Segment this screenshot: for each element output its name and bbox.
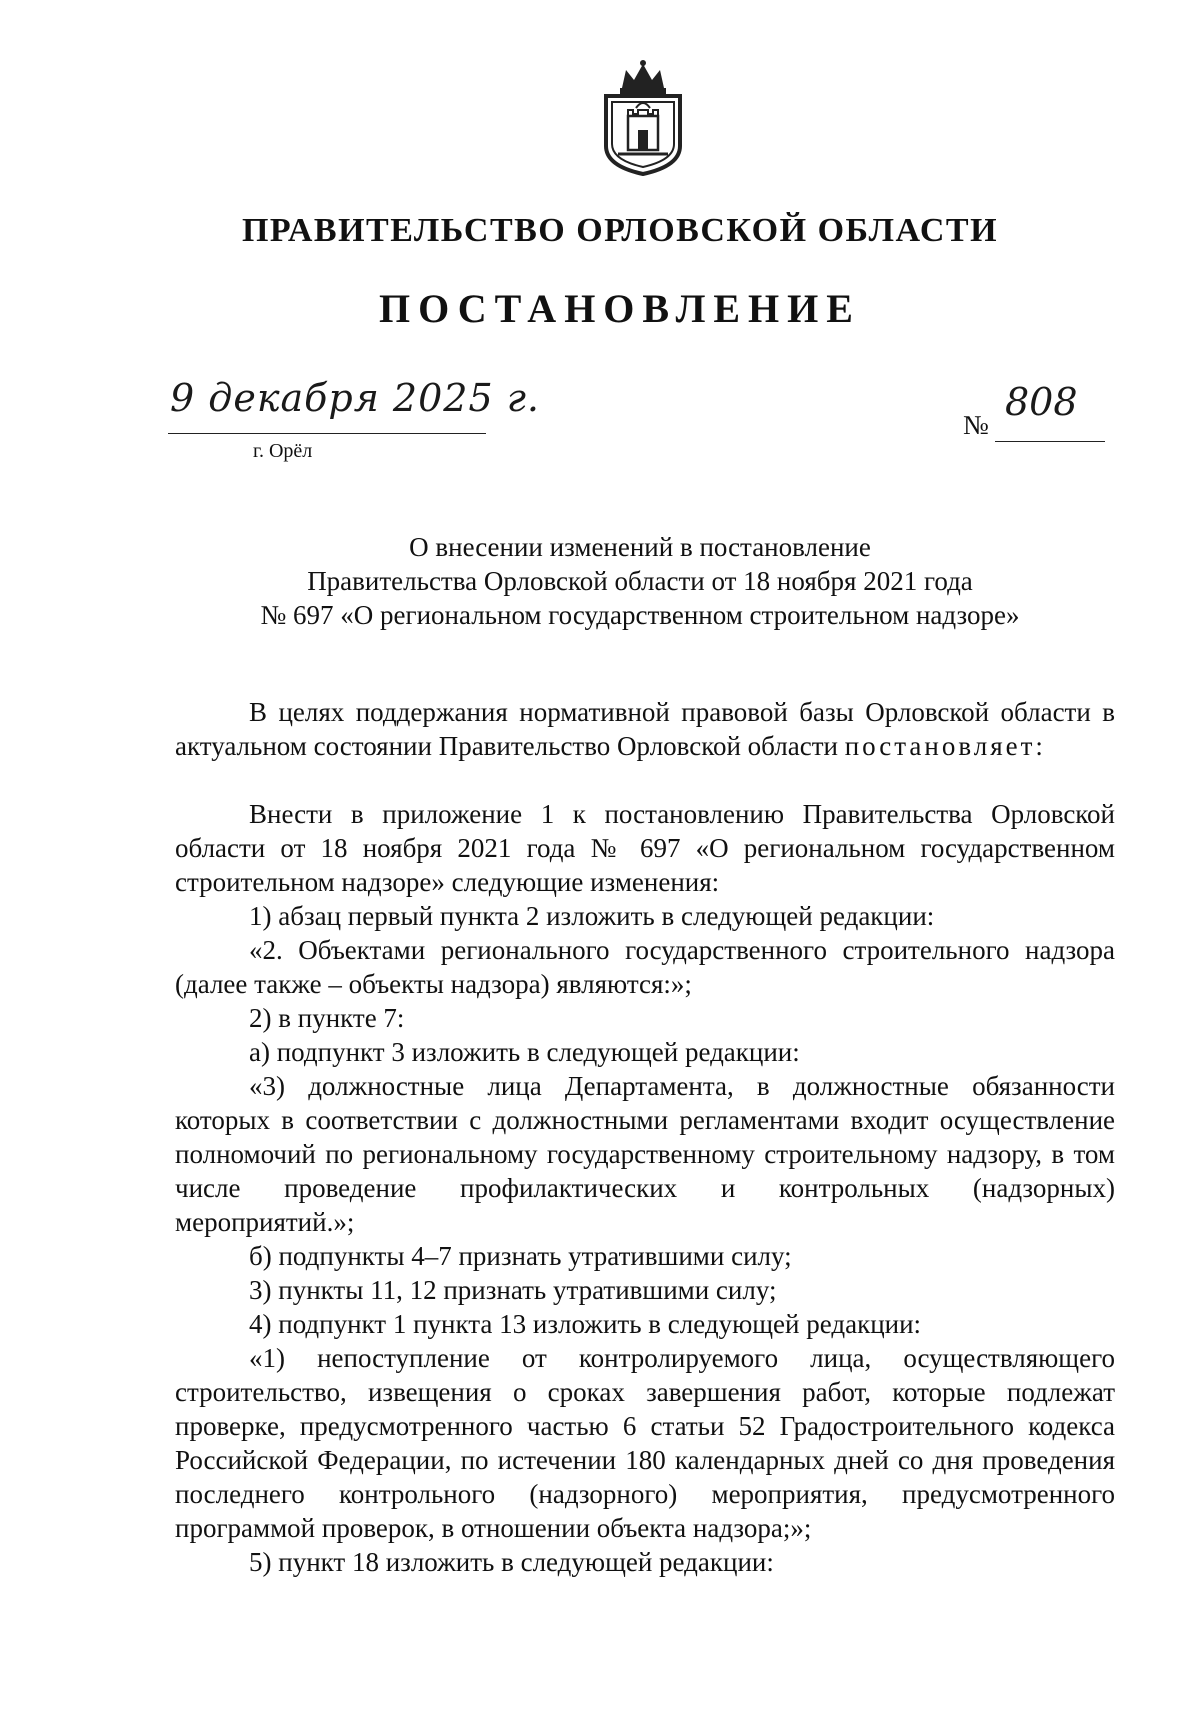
preamble-text: В целях поддержания нормативной правовой базы Орловской области в актуальном состоянии Правительство Орловской области bbox=[175, 697, 1115, 761]
body-paragraph: 3) пункты 11, 12 признать утратившими силу; bbox=[249, 1275, 777, 1305]
body-paragraph: 5) пункт 18 изложить в следующей редакции: bbox=[249, 1547, 774, 1577]
preamble-paragraph bbox=[175, 695, 1115, 763]
body-paragraph: а) подпункт 3 изложить в следующей редакции: bbox=[249, 1037, 800, 1067]
document-subject bbox=[180, 530, 1100, 632]
body-paragraph: «1) непоступление от контролируемого лица, осуществляющего строительство, извещения о сроках завершения работ, которые подлежат проверке, предусмотренного частью 6 статьи 52 Градостроительного кодекса Российской Федерации, по истечении 180 календарных дней со дня проведения последнего контрольного (надзорного) мероприятия, предусмотренного программой проверок, в отношении объекта надзора;»; bbox=[175, 1343, 1115, 1543]
government-title: ПРАВИТЕЛЬСТВО ОРЛОВСКОЙ ОБЛАСТИ bbox=[241, 212, 999, 249]
date-underline bbox=[168, 433, 486, 434]
resolves-word: постановляет: bbox=[844, 731, 1046, 761]
body-paragraph: 2) в пункте 7: bbox=[249, 1003, 405, 1033]
document-body bbox=[175, 695, 1115, 1579]
subject-line: О внесении изменений в постановление bbox=[409, 532, 871, 562]
document-type: ПОСТАНОВЛЕНИЕ bbox=[379, 286, 861, 331]
subject-line: Правительства Орловской области от 18 ноября 2021 года bbox=[307, 566, 973, 596]
number-sign: № bbox=[963, 410, 989, 440]
body-paragraph: 4) подпункт 1 пункта 13 изложить в следующей редакции: bbox=[249, 1309, 922, 1339]
body-paragraph: Внести в приложение 1 к постановлению Правительства Орловской области от 18 ноября 2021 года № 697 «О региональном государственном строительном надзоре» следующие изменения: bbox=[175, 799, 1115, 897]
body-paragraph: б) подпункты 4–7 признать утратившими силу; bbox=[249, 1241, 792, 1271]
coat-of-arms-icon bbox=[600, 58, 686, 176]
subject-line: № 697 «О региональном государственном строительном надзоре» bbox=[260, 600, 1020, 630]
body-paragraph: «2. Объектами регионального государственного строительного надзора (далее также – объекты надзора) являются:»; bbox=[175, 935, 1115, 999]
handwritten-number: 808 bbox=[1005, 380, 1078, 424]
number-underline bbox=[995, 441, 1105, 442]
handwritten-date: 9 декабря 2025 г. bbox=[170, 376, 541, 420]
city-label: г. Орёл bbox=[253, 440, 313, 462]
body-paragraph: «3) должностные лица Департамента, в должностные обязанности которых в соответствии с должностными регламентами входит осуществление полномочий по региональному государственному строительному надзору, в том числе проведение профилактических и контрольных (надзорных) мероприятий.»; bbox=[175, 1071, 1115, 1237]
body-paragraph: 1) абзац первый пункта 2 изложить в следующей редакции: bbox=[249, 901, 935, 931]
